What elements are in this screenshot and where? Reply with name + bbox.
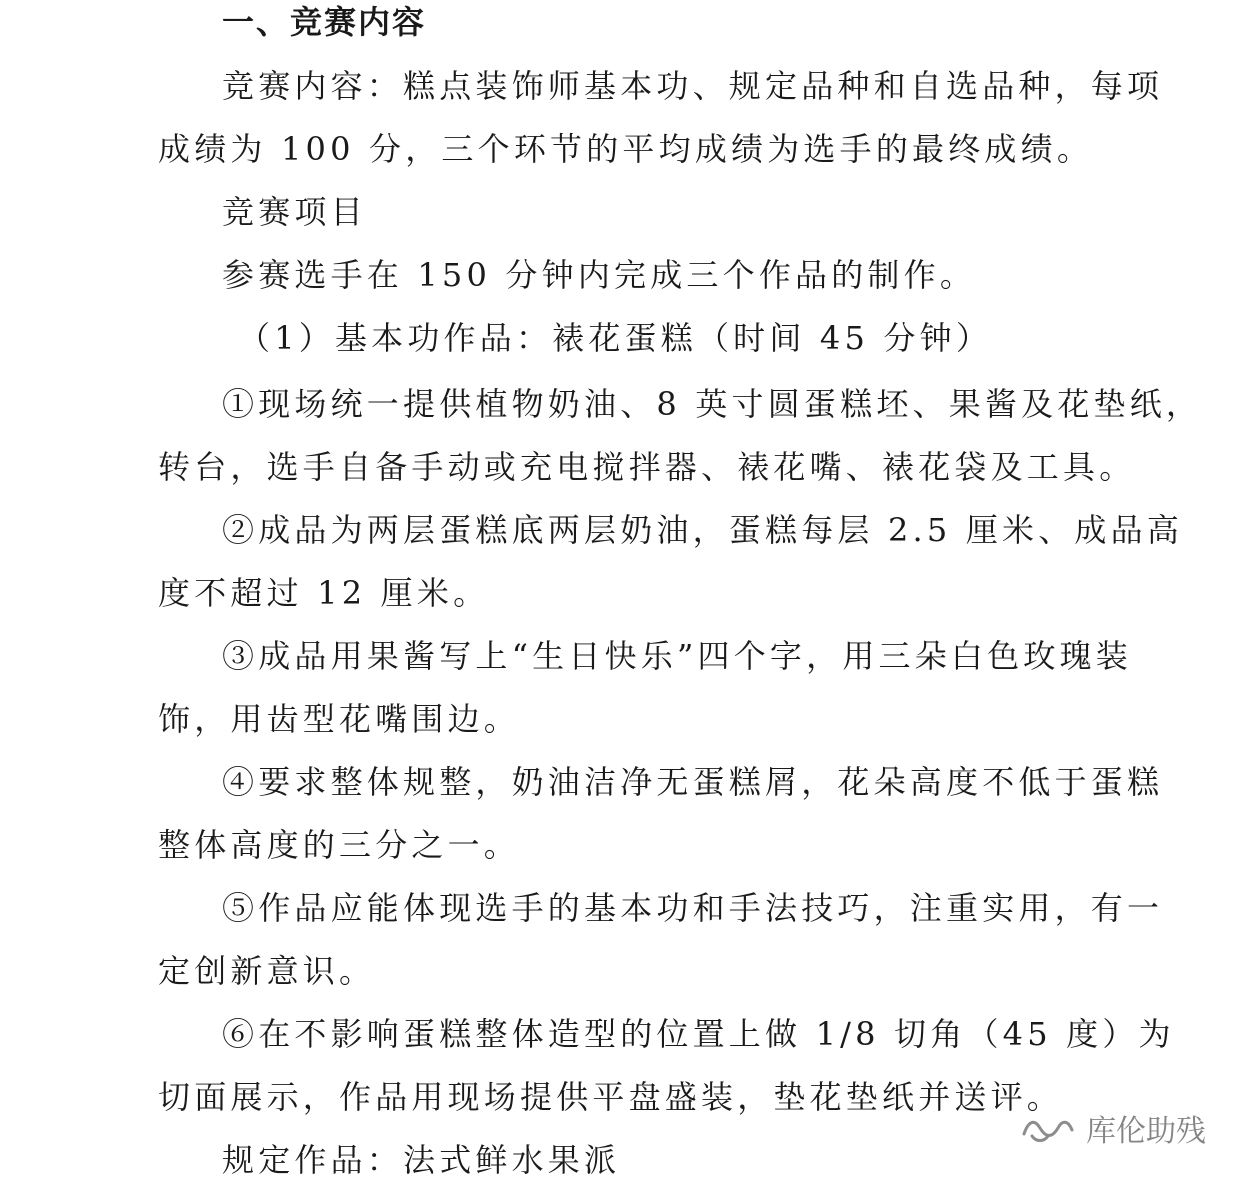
watermark-text: 库伦助残 <box>1086 1114 1206 1149</box>
paragraph-line: 规定作品：法式鲜水果派 <box>222 1141 621 1179</box>
list-item-line: 饰，用齿型花嘴围边。 <box>158 700 521 738</box>
section-heading: 一、竞赛内容 <box>222 3 427 41</box>
paragraph-line: 竞赛内容：糕点装饰师基本功、规定品种和自选品种，每项 <box>222 67 1164 105</box>
list-item-line: ⑤作品应能体现选手的基本功和手法技巧，注重实用，有一 <box>222 889 1164 927</box>
watermark <box>1018 1106 1206 1150</box>
wechat-channel-icon <box>1018 1108 1078 1148</box>
list-item-line: 整体高度的三分之一。 <box>158 826 521 864</box>
list-item-line: ②成品为两层蛋糕底两层奶油，蛋糕每层 2.5 厘米、成品高 <box>222 511 1184 549</box>
list-item-line: ③成品用果酱写上“生日快乐”四个字，用三朵白色玫瑰装 <box>222 637 1132 675</box>
list-item-line: ④要求整体规整，奶油洁净无蛋糕屑，花朵高度不低于蛋糕 <box>222 763 1164 801</box>
item-heading-line: （1）基本功作品：裱花蛋糕（时间 45 分钟） <box>238 319 993 357</box>
list-item-line: 切面展示，作品用现场提供平盘盛装，垫花垫纸并送评。 <box>158 1078 1064 1116</box>
list-item-line: 转台，选手自备手动或充电搅拌器、裱花嘴、裱花袋及工具。 <box>158 448 1136 486</box>
subheading-line: 竞赛项目 <box>222 193 367 231</box>
list-item-line: 定创新意识。 <box>158 952 376 990</box>
paragraph-line: 成绩为 100 分，三个环节的平均成绩为选手的最终成绩。 <box>158 130 1094 168</box>
paragraph-line: 参赛选手在 150 分钟内完成三个作品的制作。 <box>222 256 977 294</box>
list-item-line: ①现场统一提供植物奶油、8 英寸圆蛋糕坯、果酱及花垫纸， <box>222 385 1203 423</box>
list-item-line: ⑥在不影响蛋糕整体造型的位置上做 1/8 切角（45 度）为 <box>222 1015 1175 1053</box>
list-item-line: 度不超过 12 厘米。 <box>158 574 490 612</box>
